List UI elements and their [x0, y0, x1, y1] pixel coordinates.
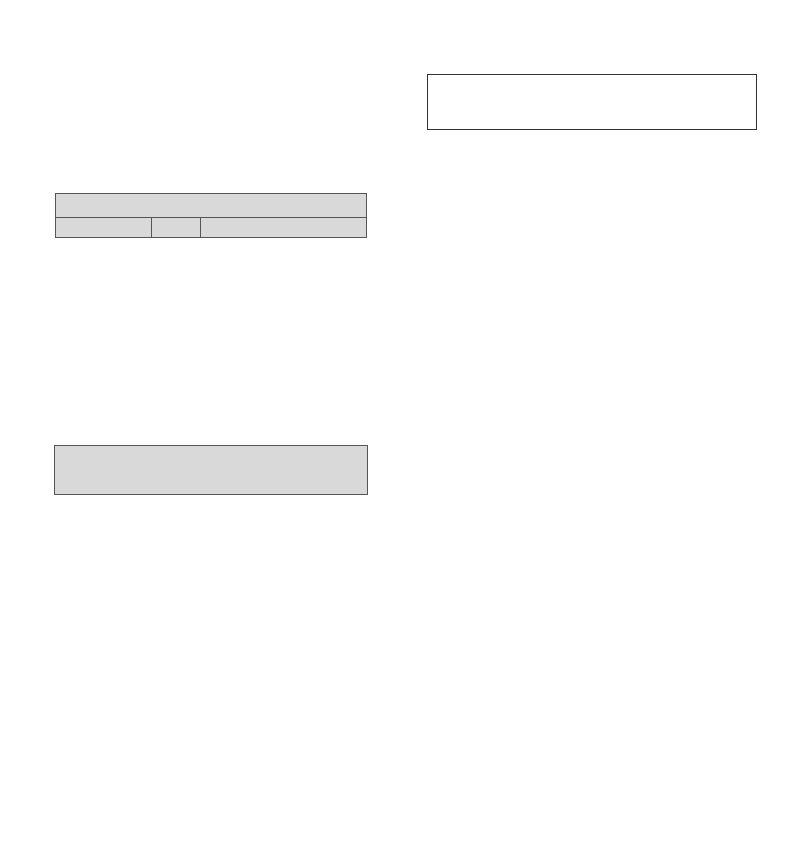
outline-header-dates	[56, 218, 152, 238]
locations-caption	[55, 446, 368, 495]
outline-caption	[56, 194, 367, 218]
session-outline-table	[55, 193, 367, 238]
outline-header-row	[56, 218, 367, 238]
club-header	[427, 74, 757, 130]
outline-header-week	[152, 218, 201, 238]
class-locations-table	[54, 445, 368, 495]
outline-header-description	[201, 218, 367, 238]
